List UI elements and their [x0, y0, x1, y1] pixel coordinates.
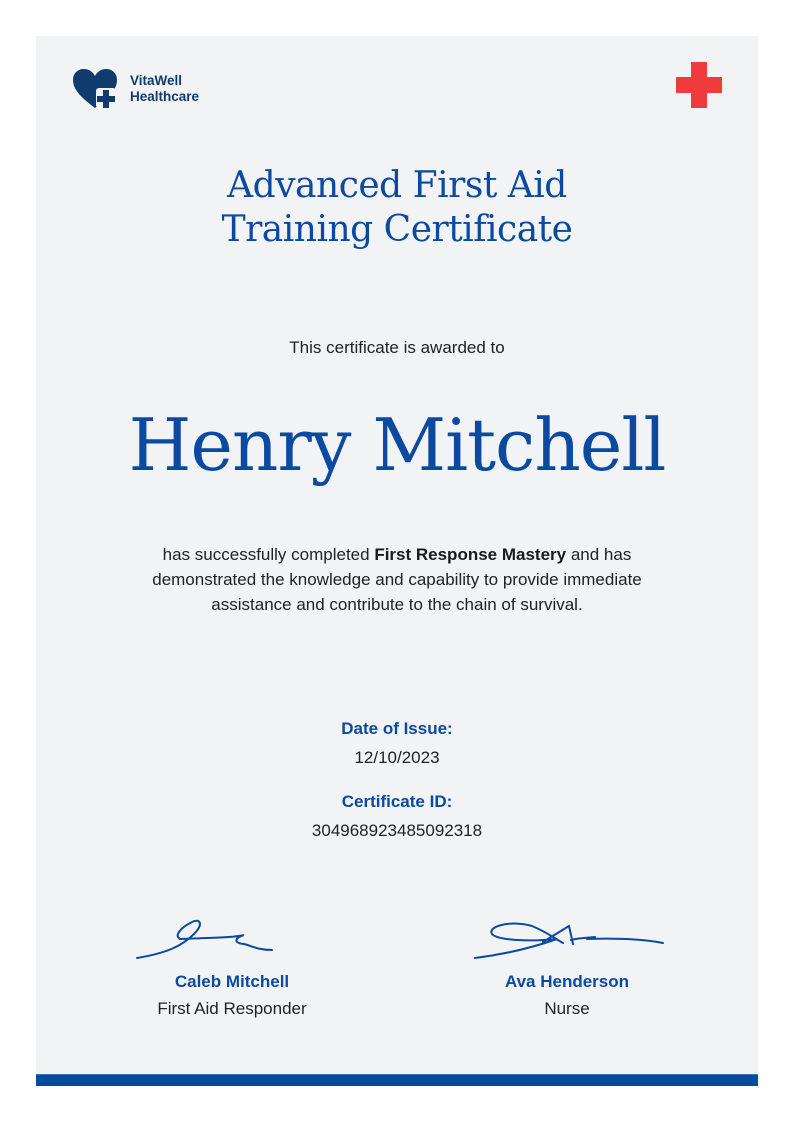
heart-plus-icon: [72, 68, 118, 110]
red-cross-icon: [676, 62, 722, 108]
signature-1: [132, 906, 332, 966]
description-prefix: has successfully completed: [162, 545, 375, 564]
date-label: Date of Issue:: [341, 719, 453, 738]
certificate-title: [36, 164, 758, 252]
signatory-role: First Aid Responder: [157, 999, 307, 1018]
certificate-id-label: Certificate ID:: [341, 792, 453, 811]
certificate-id-value: 304968923485092318: [311, 821, 483, 840]
brand-logo: [72, 68, 199, 110]
course-name: First Response Mastery: [374, 545, 567, 564]
date-value: 12/10/2023: [354, 748, 440, 767]
bottom-accent-bar: [36, 1074, 758, 1086]
brand-name-line2: Healthcare: [130, 89, 200, 104]
certificate-card: [36, 36, 758, 1086]
title-line1: Advanced First Aid: [227, 165, 567, 206]
recipient-name: Henry Mitchell: [128, 403, 666, 487]
awarded-text: This certificate is awarded to: [289, 338, 505, 357]
signatory-role: Nurse: [544, 999, 590, 1018]
signatory-name: Caleb Mitchell: [174, 972, 290, 991]
brand-name-line1: VitaWell: [130, 73, 183, 88]
description: [147, 542, 647, 617]
signature-block-1: [112, 906, 352, 1019]
signature-2: [467, 906, 667, 966]
signatory-name: Ava Henderson: [504, 972, 630, 991]
signature-block-2: [447, 906, 687, 1019]
brand-name: [130, 73, 199, 105]
title-line2: Training Certificate: [221, 209, 573, 250]
description-suffix: and has demonstrated the knowledge and capability to provide immediate assistance and contribute to the chain of survival.: [152, 545, 642, 614]
